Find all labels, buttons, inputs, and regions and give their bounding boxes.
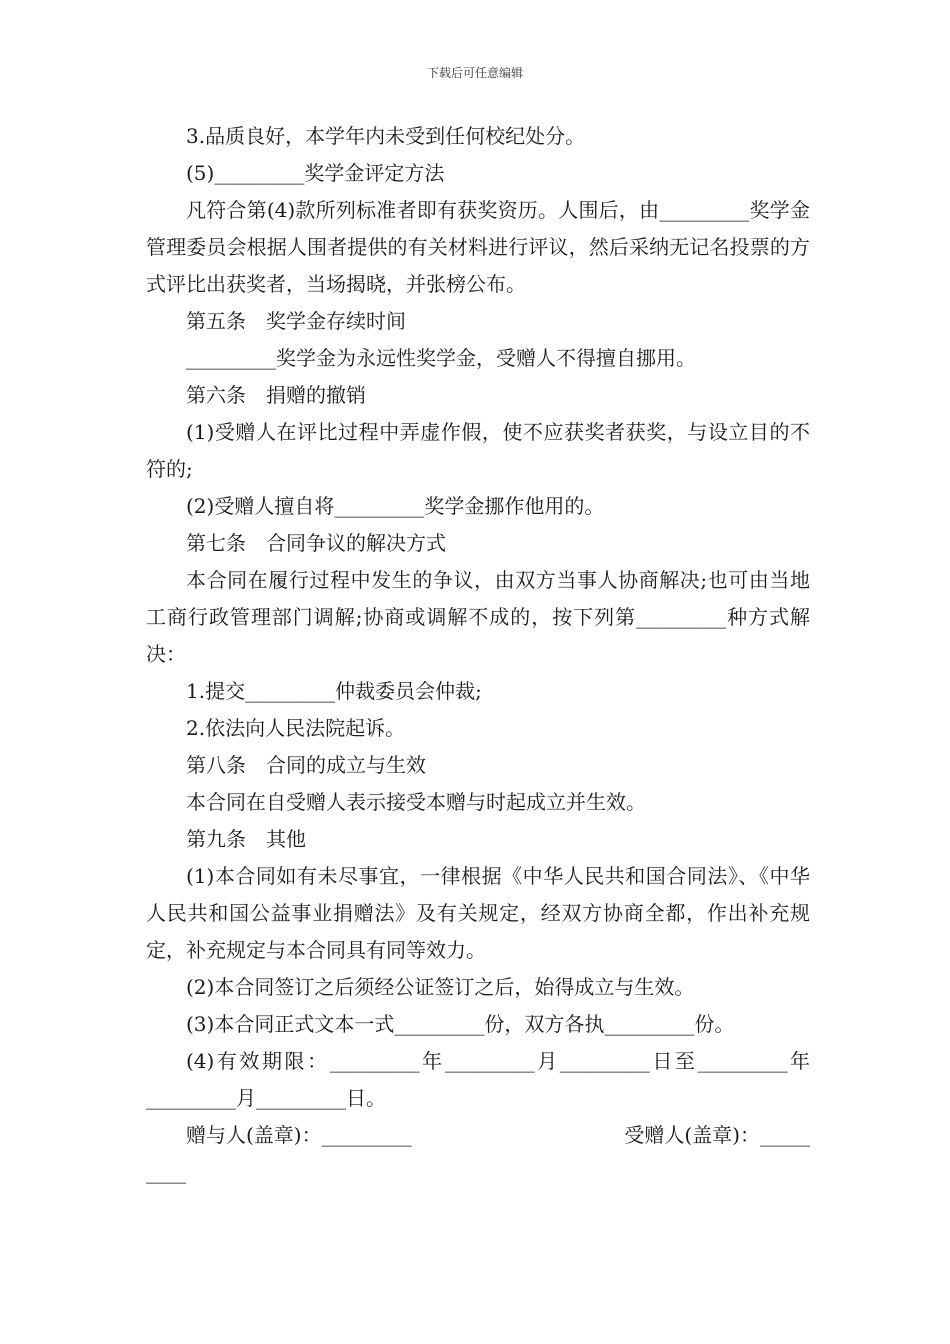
paragraph: (1)受赠人在评比过程中弄虚作假，使不应获奖者获奖，与设立目的不符的;: [146, 420, 810, 481]
contract-body: [146, 118, 810, 1191]
paragraph: 本合同在自受赠人表示接受本赠与时起成立并生效。: [186, 790, 646, 814]
article-heading: 第六条 捐赠的撤销: [186, 383, 366, 407]
paragraph: (5)_________奖学金评定方法: [186, 161, 445, 185]
paragraph: (3)本合同正式文本一式_________份，双方各执_________份。: [186, 1012, 735, 1036]
paragraph: (2)受赠人擅自将_________奖学金挪作他用的。: [186, 494, 605, 518]
donee-signature: 受赠人(盖章)：_____: [624, 1123, 810, 1147]
article-heading: 第五条 奖学金存续时间: [186, 309, 406, 333]
article-heading: 第七条 合同争议的解决方式: [186, 531, 446, 555]
donor-signature: 赠与人(盖章)：_________: [186, 1123, 412, 1147]
paragraph: _________奖学金为永远性奖学金，受赠人不得擅自挪用。: [186, 346, 696, 370]
signature-line: [146, 1117, 810, 1154]
article-heading: 第八条 合同的成立与生效: [186, 753, 426, 777]
paragraph: 凡符合第(4)款所列标准者即有获奖资历。人围后，由_________奖学金管理委员会根据人围者提供的有关材料进行评议，然后采纳无记名投票的方式评比出获奖者，当场揭晓，并张榜公布。: [146, 198, 810, 296]
paragraph: 1.提交_________仲裁委员会仲裁;: [186, 679, 482, 703]
paragraph: 2.依法向人民法院起诉。: [186, 716, 406, 740]
paragraph: 本合同在履行过程中发生的争议，由双方当事人协商解决;也可由当地工商行政管理部门调解;协商或调解不成的，按下列第_________种方式解决：: [146, 568, 810, 666]
page-header-note: 下载后可任意编辑: [426, 66, 523, 80]
donee-signature-continued: ____: [146, 1160, 186, 1184]
paragraph: (1)本合同如有未尽事宜，一律根据《中华人民共和国合同法》、《中华人民共和国公益事业捐赠法》及有关规定，经双方协商全都，作出补充规定，补充规定与本合同具有同等效力。: [146, 864, 810, 962]
paragraph: (2)本合同签订之后须经公证签订之后，始得成立与生效。: [186, 975, 695, 999]
article-heading: 第九条 其他: [186, 827, 306, 851]
paragraph: (4)有效期限：_________年_________月_________日至_________年_________月_________日。: [146, 1049, 810, 1110]
paragraph: 3.品质良好，本学年内未受到任何校纪处分。: [186, 124, 586, 148]
